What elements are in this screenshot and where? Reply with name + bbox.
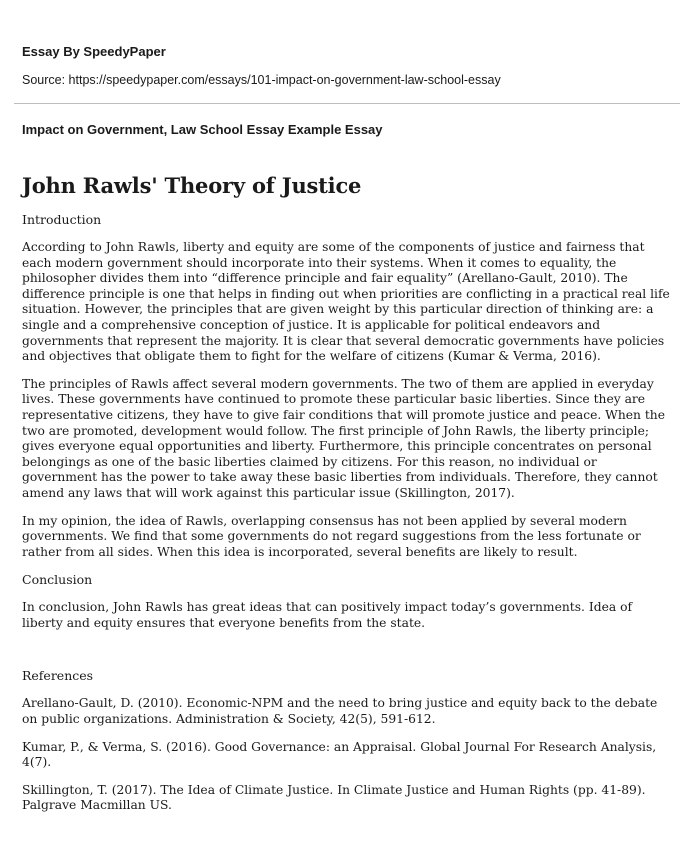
- section-spacer: [22, 643, 672, 668]
- body-paragraph: In my opinion, the idea of Rawls, overlapping consensus has not been applied by several modern governments. We find that some governments do not regard suggestions from the less fortunate or rather from all sides. When this idea is incorporated, several benefits are likely to result.: [22, 513, 641, 559]
- reference-item: Arellano-Gault, D. (2010). Economic-NPM and the need to bring justice and equity back to the debate on public organizations. Administration & Society, 42(5), 591-612.: [22, 696, 658, 727]
- divider: [14, 103, 680, 104]
- essay-title: John Rawls' Theory of Justice: [22, 173, 362, 198]
- body-paragraph: The principles of Rawls affect several modern governments. The two of them are applied in everyday lives. These governments have continued to promote these particular basic liberties. Since they are representative citizens, they have to give fair conditions that will promote justice and peace. When the two are promoted, development would follow. The first principle of John Rawls, the liberty principle; gives everyone equal opportunities and liberty. Furthermore, this principle concentrates on personal belongings as one of the basic liberties claimed by citizens. For this reason, no individual or government has the power to take away these basic liberties from individuals. Therefore, they cannot amend any laws that will work against this particular issue (Skillington, 2017).: [22, 376, 665, 500]
- brand-title: Essay By SpeedyPaper: [22, 44, 166, 59]
- essay-subtitle: Impact on Government, Law School Essay Example Essay: [22, 122, 383, 137]
- references-heading: References: [22, 668, 94, 684]
- intro-heading: Introduction: [22, 212, 102, 227]
- conclusion-paragraph: In conclusion, John Rawls has great ideas that can positively impact today’s governments. Idea of liberty and equity ensures that everyone benefits from the state.: [22, 600, 633, 630]
- source-url[interactable]: Source: https://speedypaper.com/essays/101-impact-on-government-law-school-essay: [22, 73, 501, 87]
- body-paragraph: According to John Rawls, liberty and equity are some of the components of justice and fairness that each modern government should incorporate into their systems. When it comes to equality, the philosopher divides them into “difference principle and fair equality” (Arellano-Gault, 2010). The difference principle is one that helps in finding out when priorities are conflicting in a practical real life situation. However, the principles that are given weight by this particular direction of thinking are: a single and a comprehensive conception of justice. It is applicable for political endeavors and governments that represent the majority. It is clear that several democratic governments have policies and objectives that obligate them to fight for the welfare of citizens (Kumar & Verma, 2016).: [22, 240, 670, 364]
- reference-item: Skillington, T. (2017). The Idea of Climate Justice. In Climate Justice and Human Rights (pp. 41-89). Palgrave Macmillan US.: [22, 782, 646, 813]
- conclusion-heading: Conclusion: [22, 572, 93, 588]
- reference-item: Kumar, P., & Verma, S. (2016). Good Governance: an Appraisal. Global Journal For Research Analysis, 4(7).: [22, 739, 657, 770]
